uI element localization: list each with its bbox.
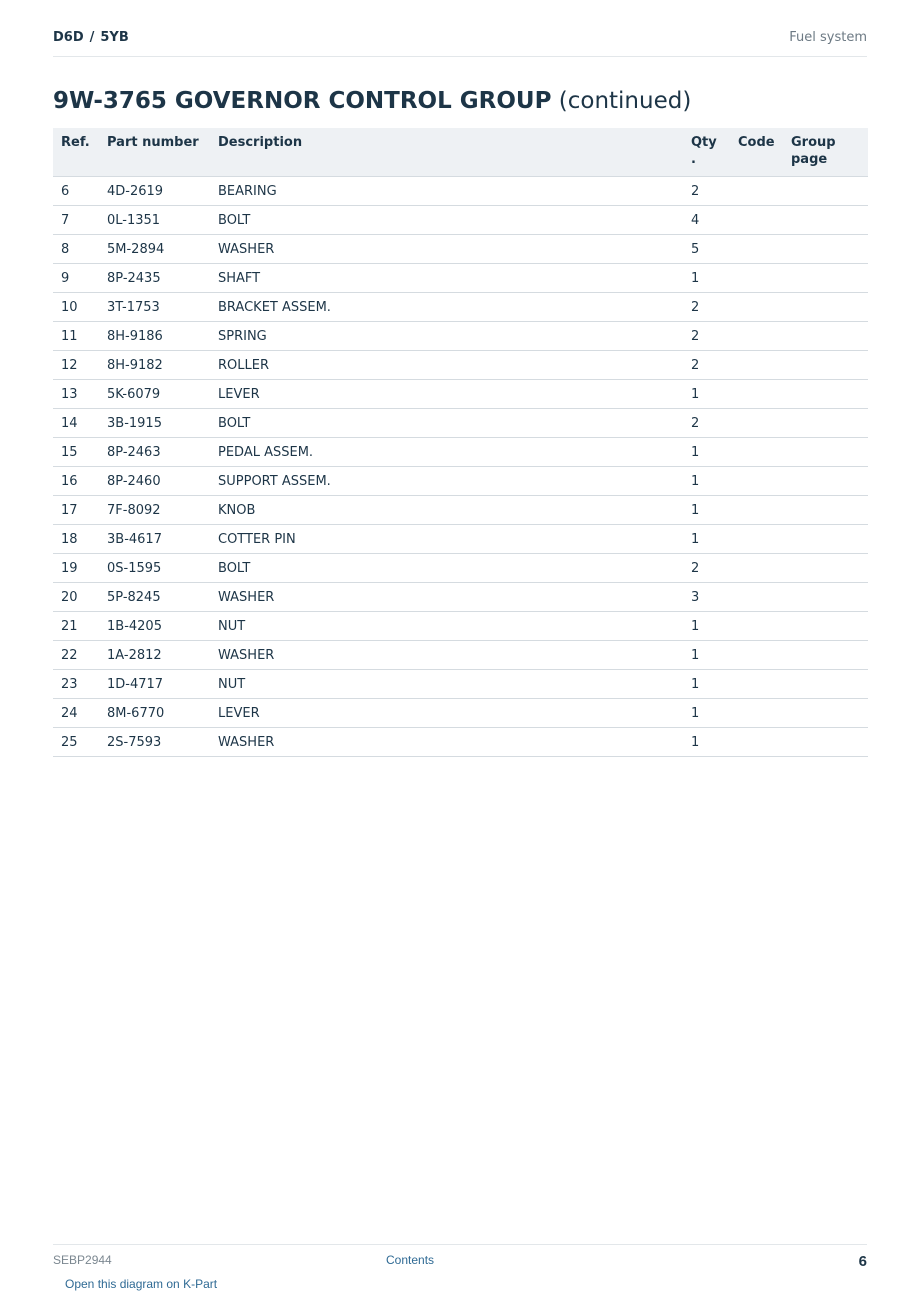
contents-link[interactable]: Contents: [386, 1253, 435, 1267]
cell-group-page: [783, 264, 868, 293]
cell-ref: 14: [53, 409, 99, 438]
cell-code: [730, 525, 783, 554]
cell-qty: 1: [683, 612, 730, 641]
cell-description: ROLLER: [210, 351, 683, 380]
cell-code: [730, 641, 783, 670]
breadcrumb-separator: /: [89, 30, 95, 45]
cell-part-number: 3B-4617: [99, 525, 210, 554]
group-title: 9W-3765 GOVERNOR CONTROL GROUP: [53, 88, 552, 114]
cell-group-page: [783, 351, 868, 380]
cell-code: [730, 322, 783, 351]
cell-qty: 1: [683, 467, 730, 496]
col-header-ref: Ref.: [53, 128, 99, 177]
table-row: [53, 641, 868, 670]
cell-qty: 2: [683, 409, 730, 438]
col-header-code: Code: [730, 128, 783, 177]
cell-qty: 1: [683, 728, 730, 757]
table-row: [53, 206, 868, 235]
cell-code: [730, 699, 783, 728]
cell-code: [730, 438, 783, 467]
cell-code: [730, 467, 783, 496]
cell-ref: 10: [53, 293, 99, 322]
cell-group-page: [783, 612, 868, 641]
table-row: [53, 728, 868, 757]
table-row: [53, 235, 868, 264]
col-header-part-number: Part number: [99, 128, 210, 177]
cell-qty: 1: [683, 380, 730, 409]
open-diagram-link[interactable]: Open this diagram on K-Part: [65, 1277, 218, 1291]
cell-part-number: 8P-2435: [99, 264, 210, 293]
cell-description: WASHER: [210, 583, 683, 612]
cell-code: [730, 351, 783, 380]
cell-part-number: 1B-4205: [99, 612, 210, 641]
cell-qty: 1: [683, 699, 730, 728]
serial-label: 5YB: [100, 30, 129, 45]
cell-description: BOLT: [210, 409, 683, 438]
cell-part-number: 5K-6079: [99, 380, 210, 409]
table-row: [53, 670, 868, 699]
cell-group-page: [783, 525, 868, 554]
model-breadcrumb: [53, 30, 129, 45]
cell-code: [730, 409, 783, 438]
cell-qty: 1: [683, 525, 730, 554]
document-id: SEBP2944: [53, 1253, 112, 1267]
cell-qty: 1: [683, 264, 730, 293]
cell-group-page: [783, 496, 868, 525]
cell-part-number: 8H-9186: [99, 322, 210, 351]
cell-code: [730, 612, 783, 641]
table-row: [53, 496, 868, 525]
table-row: [53, 380, 868, 409]
cell-part-number: 0L-1351: [99, 206, 210, 235]
cell-part-number: 0S-1595: [99, 554, 210, 583]
cell-part-number: 1A-2812: [99, 641, 210, 670]
cell-ref: 16: [53, 467, 99, 496]
cell-part-number: 5P-8245: [99, 583, 210, 612]
cell-qty: 5: [683, 235, 730, 264]
cell-qty: 1: [683, 496, 730, 525]
table-row: [53, 438, 868, 467]
table-row: [53, 293, 868, 322]
cell-description: NUT: [210, 612, 683, 641]
page-title: [53, 88, 691, 114]
cell-group-page: [783, 699, 868, 728]
cell-code: [730, 235, 783, 264]
cell-part-number: 3B-1915: [99, 409, 210, 438]
cell-description: BRACKET ASSEM.: [210, 293, 683, 322]
cell-group-page: [783, 380, 868, 409]
cell-group-page: [783, 467, 868, 496]
col-header-description: Description: [210, 128, 683, 177]
cell-ref: 6: [53, 177, 99, 206]
cell-qty: 2: [683, 177, 730, 206]
cell-qty: 2: [683, 322, 730, 351]
cell-group-page: [783, 409, 868, 438]
cell-qty: 1: [683, 641, 730, 670]
cell-group-page: [783, 554, 868, 583]
cell-part-number: 8P-2463: [99, 438, 210, 467]
cell-group-page: [783, 322, 868, 351]
section-label: Fuel system: [789, 30, 867, 45]
cell-description: KNOB: [210, 496, 683, 525]
table-header-row: [53, 128, 868, 177]
cell-ref: 17: [53, 496, 99, 525]
cell-qty: 2: [683, 351, 730, 380]
cell-ref: 13: [53, 380, 99, 409]
cell-code: [730, 670, 783, 699]
cell-ref: 11: [53, 322, 99, 351]
cell-group-page: [783, 670, 868, 699]
cell-qty: 2: [683, 554, 730, 583]
cell-description: WASHER: [210, 641, 683, 670]
cell-ref: 25: [53, 728, 99, 757]
cell-ref: 20: [53, 583, 99, 612]
col-header-qty: Qty .: [683, 128, 730, 177]
page-footer: [53, 1244, 867, 1301]
table-row: [53, 525, 868, 554]
table-row: [53, 409, 868, 438]
table-row: [53, 612, 868, 641]
cell-description: LEVER: [210, 380, 683, 409]
cell-ref: 24: [53, 699, 99, 728]
cell-code: [730, 206, 783, 235]
parts-table-body: [53, 177, 868, 757]
cell-part-number: 8M-6770: [99, 699, 210, 728]
model-label: D6D: [53, 30, 84, 45]
cell-qty: 1: [683, 438, 730, 467]
table-row: [53, 322, 868, 351]
cell-code: [730, 293, 783, 322]
cell-group-page: [783, 641, 868, 670]
cell-description: BOLT: [210, 554, 683, 583]
cell-description: WASHER: [210, 728, 683, 757]
cell-ref: 15: [53, 438, 99, 467]
cell-qty: 3: [683, 583, 730, 612]
table-row: [53, 264, 868, 293]
cell-code: [730, 496, 783, 525]
cell-group-page: [783, 235, 868, 264]
cell-code: [730, 728, 783, 757]
cell-ref: 8: [53, 235, 99, 264]
cell-group-page: [783, 438, 868, 467]
cell-part-number: 7F-8092: [99, 496, 210, 525]
cell-ref: 21: [53, 612, 99, 641]
cell-description: BOLT: [210, 206, 683, 235]
cell-part-number: 8H-9182: [99, 351, 210, 380]
cell-group-page: [783, 293, 868, 322]
cell-code: [730, 583, 783, 612]
cell-part-number: 1D-4717: [99, 670, 210, 699]
cell-part-number: 8P-2460: [99, 467, 210, 496]
cell-description: COTTER PIN: [210, 525, 683, 554]
cell-code: [730, 264, 783, 293]
col-header-group-page: Group page: [783, 128, 868, 177]
cell-description: SHAFT: [210, 264, 683, 293]
cell-description: SPRING: [210, 322, 683, 351]
cell-group-page: [783, 583, 868, 612]
cell-ref: 9: [53, 264, 99, 293]
cell-ref: 12: [53, 351, 99, 380]
table-row: [53, 177, 868, 206]
cell-ref: 19: [53, 554, 99, 583]
table-row: [53, 583, 868, 612]
cell-ref: 22: [53, 641, 99, 670]
title-suffix: (continued): [558, 88, 692, 114]
table-row: [53, 351, 868, 380]
cell-part-number: 5M-2894: [99, 235, 210, 264]
cell-group-page: [783, 177, 868, 206]
cell-group-page: [783, 206, 868, 235]
cell-part-number: 4D-2619: [99, 177, 210, 206]
cell-ref: 7: [53, 206, 99, 235]
cell-qty: 1: [683, 670, 730, 699]
cell-description: LEVER: [210, 699, 683, 728]
cell-part-number: 2S-7593: [99, 728, 210, 757]
cell-description: SUPPORT ASSEM.: [210, 467, 683, 496]
cell-description: NUT: [210, 670, 683, 699]
cell-ref: 23: [53, 670, 99, 699]
cell-part-number: 3T-1753: [99, 293, 210, 322]
cell-code: [730, 554, 783, 583]
table-row: [53, 554, 868, 583]
page-header: [53, 24, 867, 57]
parts-table: [53, 128, 868, 757]
cell-code: [730, 177, 783, 206]
page-number: 6: [858, 1253, 867, 1270]
cell-code: [730, 380, 783, 409]
cell-description: WASHER: [210, 235, 683, 264]
cell-ref: 18: [53, 525, 99, 554]
table-row: [53, 699, 868, 728]
cell-qty: 4: [683, 206, 730, 235]
table-row: [53, 467, 868, 496]
cell-description: PEDAL ASSEM.: [210, 438, 683, 467]
cell-description: BEARING: [210, 177, 683, 206]
cell-group-page: [783, 728, 868, 757]
cell-qty: 2: [683, 293, 730, 322]
